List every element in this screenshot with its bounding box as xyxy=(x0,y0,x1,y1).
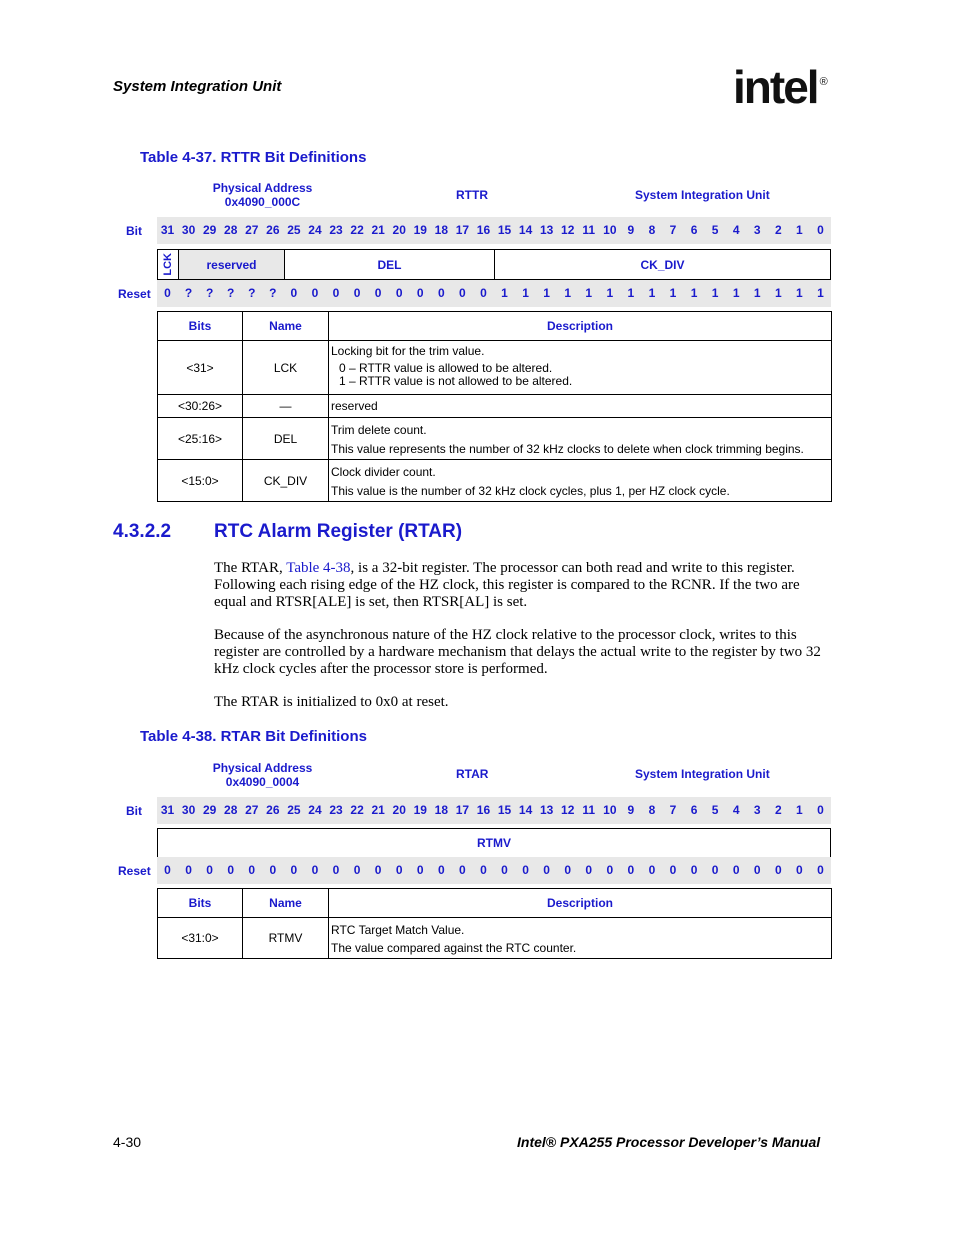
bit-number: 0 xyxy=(817,803,824,817)
table-37-reset-values xyxy=(157,280,831,307)
table-38-reset-values xyxy=(157,857,831,884)
bit-number: 28 xyxy=(224,223,238,237)
section-heading xyxy=(113,521,462,543)
bit-number: 19 xyxy=(413,223,427,237)
bit-number: 3 xyxy=(753,803,761,817)
bit-number: 30 xyxy=(181,803,196,817)
bit-number: 13 xyxy=(539,803,554,817)
bit-number: 18 xyxy=(434,803,449,817)
desc-sub-line: 0 – RTTR value is allowed to be altered. xyxy=(339,360,553,375)
section-number: 4.3.2.2 xyxy=(113,521,172,542)
reset-value: 0 xyxy=(332,286,340,300)
reset-value: 0 xyxy=(543,863,550,877)
bit-number: 19 xyxy=(413,803,427,817)
reset-value: 0 xyxy=(437,286,445,300)
bit-number: 16 xyxy=(476,803,491,817)
bit-number: 11 xyxy=(582,223,596,237)
bit-number: 5 xyxy=(711,223,719,237)
bit-number: 18 xyxy=(434,223,449,237)
reset-value: 1 xyxy=(627,286,635,300)
reset-value: 0 xyxy=(606,863,614,877)
bit-number: 7 xyxy=(669,223,677,237)
paragraph-2: Because of the asynchronous nature of the HZ clock relative to the processor clock, writes to this register are controlled by a hardware mechanism that delays the actual write to the register by two 32 kHz clock cycles after the processor store is performed. xyxy=(214,627,821,677)
reset-value: 0 xyxy=(796,863,803,877)
bit-number: 15 xyxy=(497,803,512,817)
row-description xyxy=(329,341,832,395)
bit-number: 12 xyxy=(561,223,575,237)
col-description: Description xyxy=(329,889,832,918)
reset-value: 0 xyxy=(774,863,782,877)
bit-number: 30 xyxy=(181,223,196,237)
bit-number: 31 xyxy=(160,803,175,817)
reset-value: 0 xyxy=(437,863,445,877)
table-38-register: RTAR xyxy=(456,767,489,781)
col-name: Name xyxy=(243,889,329,918)
reset-value: 0 xyxy=(416,863,424,877)
reset-value: 0 xyxy=(416,286,424,300)
table-row xyxy=(158,918,832,959)
reset-value: 0 xyxy=(480,286,487,300)
reset-value: ? xyxy=(248,286,256,300)
reset-value: 1 xyxy=(501,286,508,300)
bit-number: 5 xyxy=(711,803,719,817)
logo-text: intel xyxy=(733,61,818,113)
address-label: Physical Address xyxy=(212,761,313,775)
registered-mark: ® xyxy=(819,75,826,88)
field-reserved: reserved xyxy=(179,250,285,279)
bit-number: 23 xyxy=(329,223,343,237)
table-37-bit-numbers xyxy=(157,217,831,244)
row-name: CK_DIV xyxy=(243,460,329,502)
bit-number: 27 xyxy=(245,803,259,817)
reset-value: 0 xyxy=(459,863,466,877)
reset-value: 0 xyxy=(501,863,508,877)
reset-value: 0 xyxy=(290,863,298,877)
reset-value: 1 xyxy=(564,286,572,300)
row-name: DEL xyxy=(243,418,329,460)
table-38-caption: Table 4-38. RTAR Bit Definitions xyxy=(140,728,367,745)
row-description xyxy=(329,460,832,502)
reset-value: 0 xyxy=(817,863,824,877)
reset-value: 0 xyxy=(627,863,635,877)
reset-value: 0 xyxy=(585,863,593,877)
row-bits: <31:0> xyxy=(158,918,243,959)
reset-value: 1 xyxy=(606,286,614,300)
reset-value: 0 xyxy=(753,863,761,877)
intel-logo xyxy=(733,60,826,114)
bit-number: 2 xyxy=(774,803,782,817)
reset-value: 0 xyxy=(332,863,340,877)
reset-value: 0 xyxy=(311,286,319,300)
bit-number: 24 xyxy=(308,803,322,817)
address-value: 0x4090_0004 xyxy=(225,775,300,789)
bit-number: 6 xyxy=(690,803,698,817)
bit-number: 1 xyxy=(796,803,803,817)
bit-number: 2 xyxy=(774,223,782,237)
bit-number: 28 xyxy=(224,803,238,817)
reset-value: 0 xyxy=(395,863,403,877)
table-38-address xyxy=(195,761,330,789)
reset-value: 0 xyxy=(290,286,298,300)
reset-value: 1 xyxy=(774,286,782,300)
table-37-descriptions xyxy=(157,311,832,502)
bit-number: 21 xyxy=(371,223,385,237)
bit-number: 8 xyxy=(648,803,656,817)
section-title: RTC Alarm Register (RTAR) xyxy=(214,521,463,542)
bit-number: 22 xyxy=(350,803,364,817)
table-37-reset-label: Reset xyxy=(118,287,151,301)
col-description: Description xyxy=(329,312,832,341)
desc-sub-line: 1 – RTTR value is not allowed to be altered. xyxy=(339,373,573,388)
reset-value: 0 xyxy=(669,863,677,877)
reset-value: ? xyxy=(227,286,235,300)
reset-value: 1 xyxy=(753,286,761,300)
col-bits: Bits xyxy=(158,312,243,341)
reset-value: 0 xyxy=(248,863,256,877)
table-row xyxy=(158,460,832,502)
table-38-link[interactable]: Table 4-38 xyxy=(286,560,351,576)
bit-number: 9 xyxy=(627,803,635,817)
row-description xyxy=(329,918,832,959)
bit-number: 29 xyxy=(202,803,217,817)
running-header: System Integration Unit xyxy=(113,78,282,95)
bit-number: 17 xyxy=(455,803,470,817)
table-38-descriptions xyxy=(157,888,832,959)
desc-line: Locking bit for the trim value. xyxy=(331,343,485,358)
bit-number: 4 xyxy=(732,803,740,817)
reset-value: 0 xyxy=(164,863,171,877)
reset-value: 0 xyxy=(185,863,192,877)
desc-line: Trim delete count. xyxy=(331,422,427,437)
col-name: Name xyxy=(243,312,329,341)
reset-value: ? xyxy=(205,286,214,300)
bit-number: 25 xyxy=(287,803,301,817)
bit-number: 14 xyxy=(518,223,533,237)
table-37-register: RTTR xyxy=(456,188,488,202)
p1-text-cont: , is a 32-bit register. The processor can both read and write to this register. Following each rising edge of the HZ clock, this register is compared to the RCNR. If the two are equal and RTSR[ALE] is set, then RTSR[AL] is set. xyxy=(214,560,800,610)
reset-value: 0 xyxy=(353,863,361,877)
reset-value: 0 xyxy=(522,863,529,877)
field-del: DEL xyxy=(285,250,495,279)
desc-line: This value is the number of 32 kHz clock cycles, plus 1, per HZ clock cycle. xyxy=(331,483,730,498)
field-rtmv: RTMV xyxy=(477,836,511,850)
table-row xyxy=(158,418,832,460)
table-row xyxy=(158,395,832,418)
reset-value: 1 xyxy=(648,286,656,300)
bit-number: 6 xyxy=(690,223,698,237)
bit-number: 21 xyxy=(371,803,385,817)
reset-value: 0 xyxy=(459,286,466,300)
table-37-field-row xyxy=(157,249,831,280)
row-bits: <31> xyxy=(158,341,243,395)
bit-number: 9 xyxy=(627,223,635,237)
reset-value: 0 xyxy=(711,863,719,877)
reset-value: 0 xyxy=(311,863,319,877)
bit-number: 4 xyxy=(732,223,740,237)
bit-number: 7 xyxy=(669,803,677,817)
bit-number: 15 xyxy=(497,223,512,237)
table-row xyxy=(158,341,832,395)
field-lck xyxy=(158,250,179,279)
row-name: — xyxy=(243,395,329,418)
bit-number: 3 xyxy=(753,223,761,237)
bit-number: 12 xyxy=(561,803,575,817)
reset-value: 0 xyxy=(732,863,740,877)
bit-number: 16 xyxy=(476,223,491,237)
paragraph-1 xyxy=(214,560,828,611)
reset-value: 0 xyxy=(374,286,382,300)
address-label: Physical Address xyxy=(212,181,313,195)
reset-value: ? xyxy=(184,286,193,300)
field-ck-div: CK_DIV xyxy=(640,257,685,272)
p1-text: The RTAR, xyxy=(214,560,287,576)
row-name: LCK xyxy=(243,341,329,395)
bit-number: 13 xyxy=(539,223,554,237)
reset-value: 0 xyxy=(395,286,403,300)
reset-value: 1 xyxy=(711,286,719,300)
page-number: 4-30 xyxy=(113,1134,142,1150)
reset-value: 0 xyxy=(564,863,572,877)
reset-value: 0 xyxy=(206,863,213,877)
bit-number: 22 xyxy=(350,223,364,237)
table-38-reset-label: Reset xyxy=(118,864,151,878)
bit-number: 23 xyxy=(329,803,343,817)
reset-value: 0 xyxy=(690,863,698,877)
bit-number: 11 xyxy=(582,803,596,817)
table-37-address xyxy=(195,181,330,209)
reset-value: 1 xyxy=(543,286,550,300)
reset-value: 0 xyxy=(164,286,171,300)
bit-number: 29 xyxy=(202,223,217,237)
row-bits: <30:26> xyxy=(158,395,243,418)
reset-value: 0 xyxy=(480,863,487,877)
table-38-unit: System Integration Unit xyxy=(635,767,770,781)
row-bits: <15:0> xyxy=(158,460,243,502)
bit-number: 14 xyxy=(518,803,533,817)
row-name: RTMV xyxy=(243,918,329,959)
bit-number: 31 xyxy=(160,223,175,237)
bit-number: 10 xyxy=(603,223,617,237)
desc-line: RTC Target Match Value. xyxy=(331,922,465,937)
bit-number: 10 xyxy=(603,803,617,817)
col-bits: Bits xyxy=(158,889,243,918)
reset-value: 0 xyxy=(648,863,656,877)
reset-value: 0 xyxy=(269,863,277,877)
bit-number: 20 xyxy=(392,803,406,817)
paragraph-3: The RTAR is initialized to 0x0 at reset. xyxy=(214,694,449,710)
reset-value: 1 xyxy=(522,286,529,300)
desc-line: The value compared against the RTC counter. xyxy=(331,940,577,955)
bit-number: 20 xyxy=(392,223,406,237)
reset-value: 0 xyxy=(374,863,382,877)
bit-number: 1 xyxy=(796,223,803,237)
row-bits: <25:16> xyxy=(158,418,243,460)
table-header-row xyxy=(158,312,832,341)
table-37-bit-label: Bit xyxy=(126,224,142,238)
reset-value: 1 xyxy=(817,286,824,300)
table-38-bit-numbers xyxy=(157,797,831,824)
table-38-bit-label: Bit xyxy=(126,804,142,818)
address-value: 0x4090_000C xyxy=(224,195,301,209)
row-description xyxy=(329,418,832,460)
table-37-unit: System Integration Unit xyxy=(635,188,770,202)
reset-value: 1 xyxy=(796,286,803,300)
bit-number: 27 xyxy=(245,223,259,237)
manual-title: Intel® PXA255 Processor Developer’s Manual xyxy=(517,1134,821,1150)
table-header-row xyxy=(158,889,832,918)
reset-value: 1 xyxy=(669,286,677,300)
bit-number: 24 xyxy=(308,223,322,237)
bit-number: 17 xyxy=(455,223,470,237)
bit-number: 26 xyxy=(266,223,280,237)
reset-value: 0 xyxy=(353,286,361,300)
reset-value: 1 xyxy=(585,286,593,300)
bit-number: 8 xyxy=(648,223,656,237)
reset-value: ? xyxy=(269,286,277,300)
table-37-caption: Table 4-37. RTTR Bit Definitions xyxy=(140,149,367,166)
bit-number: 25 xyxy=(287,223,301,237)
bit-number: 0 xyxy=(817,223,824,237)
reset-value: 1 xyxy=(690,286,698,300)
bit-number: 26 xyxy=(266,803,280,817)
reset-value: 1 xyxy=(732,286,740,300)
desc-line: Clock divider count. xyxy=(331,464,436,479)
field-lck-label: LCK xyxy=(162,253,174,276)
desc-line: This value represents the number of 32 kHz clocks to delete when clock trimming begins. xyxy=(331,441,804,456)
reset-value: 0 xyxy=(227,863,235,877)
row-description: reserved xyxy=(329,395,832,418)
table-38-field-row xyxy=(157,828,831,858)
